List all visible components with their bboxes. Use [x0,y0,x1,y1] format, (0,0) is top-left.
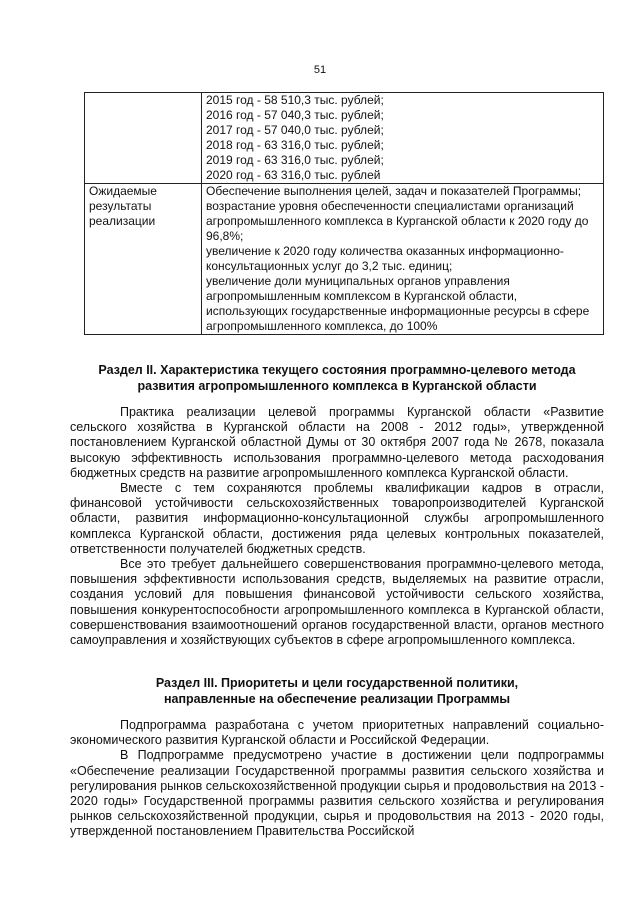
section3-body [70,718,604,840]
section2-body [70,405,604,648]
result-item: возрастание уровня обеспеченности специалистами организаций агропромышленного комплекса в Курганской области к 2020 году до 96,8%; [206,199,589,243]
expected-results-cell [202,184,604,335]
section3-heading-line: направленные на обеспечение реализации Программы [163,692,511,706]
program-passport-table [84,92,604,335]
section3-heading [70,675,604,707]
funding-line: 2015 год - 58 510,3 тыс. рублей; [206,93,384,107]
table-cell-empty [85,93,202,184]
funding-line: 2017 год - 57 040,0 тыс. рублей; [206,123,384,137]
funding-line: 2020 год - 63 316,0 тыс. рублей [206,168,381,182]
section3-heading-line: Раздел III. Приоритеты и цели государственной политики, [155,676,519,690]
result-item: увеличение к 2020 году количества оказанных информационно-консультационных услуг до 3,2 тыс. единиц; [206,244,564,273]
funding-line: 2016 год - 57 040,3 тыс. рублей; [206,108,384,122]
expected-results-label: Ожидаемые результаты реализации [85,184,202,335]
funding-line: 2019 год - 63 316,0 тыс. рублей; [206,153,384,167]
page-number: 51 [313,64,327,76]
table-row [85,93,604,184]
section2-heading: Раздел II. Характеристика текущего состояния программно-целевого метода развития агропромышленного комплекса в Курганской области [98,363,576,393]
paragraph: Все это требует дальнейшего совершенствования программно-целевого метода, повышения эффективности использования средств, выделяемых на развитие отрасли, создания условий для повышения финансовой устойчивости сельского хозяйства, повышения конкурентоспособности агропромышленного комплекса в Курганской области, совершенствования взаимоотношений органов государственной власти, органов местного самоуправления и хозяйствующих субъектов в сфере агропромышленного комплекса. [70,557,604,648]
funding-by-year-cell [202,93,604,184]
paragraph: Вместе с тем сохраняются проблемы квалификации кадров в отрасли, финансовой устойчивости сельскохозяйственных товаропроизводителей Курганской области, развития информационно-консультационной службы агропромышленного комплекса Курганской области, достижения ряда целевых контрольных показателей, ответственности получателей бюджетных средств. [70,481,604,556]
result-item: Обеспечение выполнения целей, задач и показателей Программы; [206,184,582,198]
funding-line: 2018 год - 63 316,0 тыс. рублей; [206,138,384,152]
paragraph: В Подпрограмме предусмотрено участие в достижении цели подпрограммы «Обеспечение реализации Государственной программы развития сельского хозяйства и регулирования рынков сельскохозяйственной продукции сырья и продовольствия на 2013 - 2020 годы» Государственной программы развития сельского хозяйства и регулирования рынков сельскохозяйственной продукции, сырья и продовольствия на 2013 - 2020 годы, утвержденной постановлением Правительства Российской [70,748,604,839]
paragraph: Практика реализации целевой программы Курганской области «Развитие сельского хозяйства в Курганской области на 2008 - 2012 годы», утвержденной постановлением Курганской областной Думы от 30 октября 2007 года № 2678, показала высокую эффективность использования программно-целевого метода расходования бюджетных средств на развитие агропромышленного комплекса Курганской области. [70,405,604,480]
table-row [85,184,604,335]
result-item: увеличение доли муниципальных органов управления агропромышленным комплексом в Курганской области, использующих государственные информационные ресурсы в сфере агропромышленного комплекса, до 100% [206,274,590,333]
paragraph: Подпрограмма разработана с учетом приоритетных направлений социально-экономического развития Курганской области и Российской Федерации. [70,718,604,748]
